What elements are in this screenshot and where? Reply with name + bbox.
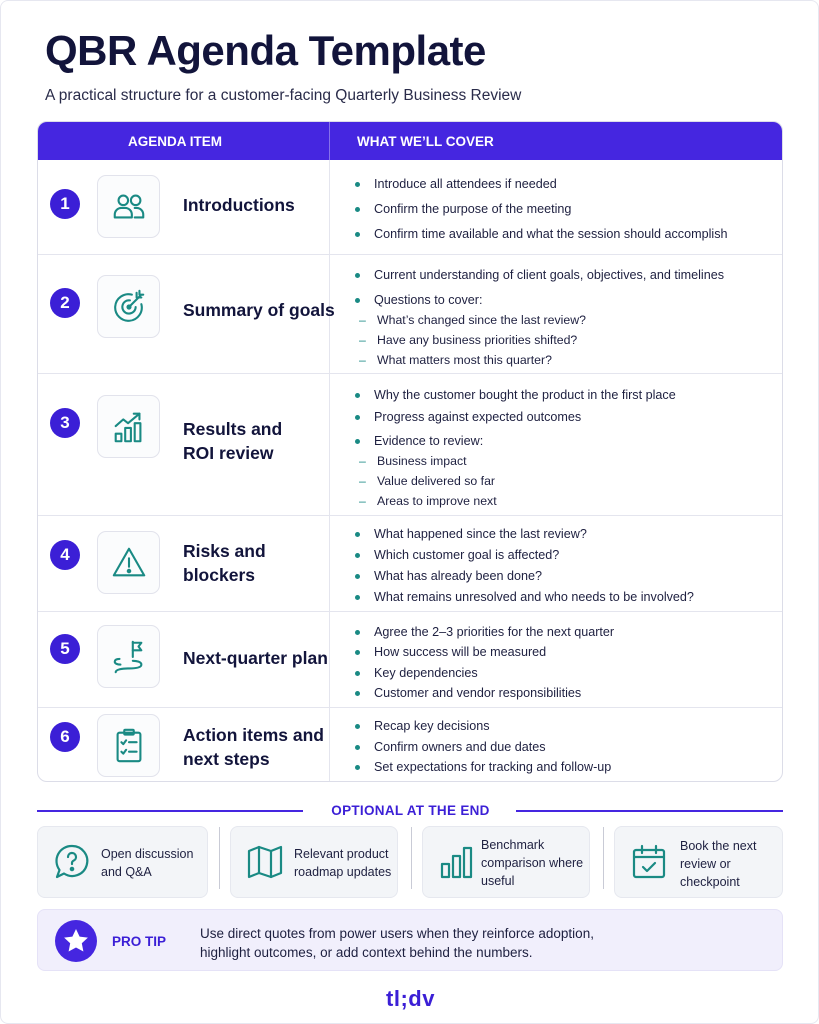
bullet-text: Why the customer bought the product in the first place xyxy=(374,388,676,402)
bullet-text: Which customer goal is affected? xyxy=(374,548,560,562)
bullet-text: Confirm the purpose of the meeting xyxy=(374,202,572,216)
bullet-dot xyxy=(355,650,360,655)
target-icon xyxy=(110,288,148,326)
label-line: Results and xyxy=(183,419,283,439)
card-line: Book the next xyxy=(680,839,757,853)
bullet-text: Current understanding of client goals, objectives, and timelines xyxy=(374,268,725,282)
bullet-dot xyxy=(355,532,360,537)
dash-mark: – xyxy=(359,353,366,367)
icon-box xyxy=(97,275,160,338)
bullet-dot xyxy=(355,439,360,444)
card-text xyxy=(101,845,193,881)
agenda-row-action-items xyxy=(38,707,783,782)
bullet-dot xyxy=(355,207,360,212)
dash-mark: – xyxy=(359,313,366,327)
bullet-text: Key dependencies xyxy=(374,666,478,680)
bullet-dot xyxy=(355,765,360,770)
card-line: checkpoint xyxy=(680,875,740,889)
step-number-badge: 5 xyxy=(50,634,80,664)
star-icon xyxy=(55,920,97,962)
pro-tip-label: PRO TIP xyxy=(112,934,167,949)
dash-mark: – xyxy=(359,333,366,347)
column-header-agenda-item: AGENDA ITEM xyxy=(128,134,222,149)
agenda-item-label xyxy=(183,723,324,771)
agenda-row-risks-blockers xyxy=(38,515,783,611)
bullet-dot xyxy=(355,298,360,303)
bullet-text: Evidence to review: xyxy=(374,434,484,448)
table-header xyxy=(38,122,783,160)
sub-bullet-text: Areas to improve next xyxy=(377,494,497,508)
label-line: next steps xyxy=(183,749,270,769)
map-icon xyxy=(245,842,285,882)
bullet-dot xyxy=(355,273,360,278)
pro-tip-line: highlight outcomes, or add context behind the numbers. xyxy=(200,945,533,960)
pro-tip-box xyxy=(37,909,783,971)
card-line: comparison where xyxy=(481,856,584,870)
dash-mark: – xyxy=(359,494,366,508)
card-line: Open discussion xyxy=(101,847,194,861)
sub-bullet-text: Have any business priorities shifted? xyxy=(377,333,578,347)
card-text xyxy=(294,845,391,881)
bullet-text: How success will be measured xyxy=(374,645,547,659)
sub-bullet-text: What’s changed since the last review? xyxy=(377,313,586,327)
divider-line-right xyxy=(516,810,783,812)
bullet-text: What remains unresolved and who needs to be involved? xyxy=(374,590,694,604)
step-number-badge: 6 xyxy=(50,722,80,752)
step-number-badge: 1 xyxy=(50,189,80,219)
agenda-row-summary-of-goals xyxy=(38,254,783,373)
agenda-table xyxy=(37,121,783,782)
bullet-dot xyxy=(355,595,360,600)
question-bubble-icon xyxy=(52,842,92,882)
bullet-text: Recap key decisions xyxy=(374,719,490,733)
agenda-row-results-roi xyxy=(38,373,783,515)
optional-card-benchmark xyxy=(422,826,590,898)
step-number-badge: 2 xyxy=(50,288,80,318)
card-line: Benchmark xyxy=(481,838,545,852)
page-subtitle: A practical structure for a customer-facing Quarterly Business Review xyxy=(45,87,522,104)
warning-icon xyxy=(110,544,148,582)
bullet-text: Customer and vendor responsibilities xyxy=(374,686,582,700)
agenda-row-next-quarter-plan xyxy=(38,611,783,707)
brand-logo: tl;dv xyxy=(386,986,435,1011)
bullet-text: Introduce all attendees if needed xyxy=(374,177,557,191)
card-text xyxy=(680,837,756,891)
bullet-dot xyxy=(355,691,360,696)
bullet-dot xyxy=(355,393,360,398)
card-divider xyxy=(219,827,220,889)
icon-box xyxy=(97,714,160,777)
flag-path-icon xyxy=(110,638,148,676)
sub-bullet-text: Business impact xyxy=(377,454,467,468)
bar-chart-icon xyxy=(437,842,477,882)
bullet-dot xyxy=(355,232,360,237)
card-divider xyxy=(603,827,604,889)
optional-card-roadmap xyxy=(230,826,398,898)
label-line: Summary of goals xyxy=(183,300,335,320)
bullet-text: Questions to cover: xyxy=(374,293,483,307)
pro-tip-text xyxy=(200,924,660,962)
card-divider xyxy=(411,827,412,889)
chart-growth-icon xyxy=(110,408,148,446)
optional-card-open-discussion xyxy=(37,826,208,898)
card-line: and Q&A xyxy=(101,865,152,879)
sub-bullet-text: Value delivered so far xyxy=(377,474,496,488)
icon-box xyxy=(97,395,160,458)
icon-box xyxy=(97,531,160,594)
bullet-text: What has already been done? xyxy=(374,569,543,583)
people-icon xyxy=(110,188,148,226)
card-line: roadmap updates xyxy=(294,865,392,879)
card-line: Relevant product xyxy=(294,847,389,861)
agenda-item-label xyxy=(183,417,282,465)
bullet-dot xyxy=(355,724,360,729)
label-line: Action items and xyxy=(183,725,324,745)
label-line: ROI review xyxy=(183,443,274,463)
bullet-dot xyxy=(355,671,360,676)
bullet-dot xyxy=(355,415,360,420)
sub-bullet-text: What matters most this quarter? xyxy=(377,353,552,367)
bullet-dot xyxy=(355,630,360,635)
bullet-dot xyxy=(355,574,360,579)
card-line: useful xyxy=(481,874,515,888)
page-title: QBR Agenda Template xyxy=(45,27,486,74)
step-number-badge: 4 xyxy=(50,540,80,570)
dash-mark: – xyxy=(359,454,366,468)
card-line: review or xyxy=(680,857,731,871)
card-text xyxy=(481,836,583,890)
agenda-row-introductions xyxy=(38,160,783,254)
step-number-badge: 3 xyxy=(50,408,80,438)
label-line: Next-quarter plan xyxy=(183,648,328,668)
bullet-dot xyxy=(355,553,360,558)
calendar-check-icon xyxy=(629,842,669,882)
agenda-item-label xyxy=(183,539,266,587)
bullet-text: Set expectations for tracking and follow-up xyxy=(374,760,612,774)
agenda-item-label xyxy=(183,646,328,670)
agenda-item-label xyxy=(183,298,335,322)
label-line: Risks and xyxy=(183,541,266,561)
bullet-text: Confirm time available and what the session should accomplish xyxy=(374,227,728,241)
icon-box xyxy=(97,175,160,238)
optional-card-book-next-review xyxy=(614,826,783,898)
label-line: blockers xyxy=(183,565,255,585)
bullet-dot xyxy=(355,182,360,187)
bullet-text: Progress against expected outcomes xyxy=(374,410,582,424)
column-header-what-we-cover: WHAT WE’LL COVER xyxy=(357,134,494,149)
bullet-text: Confirm owners and due dates xyxy=(374,740,546,754)
agenda-item-label xyxy=(183,193,295,217)
bullet-text: What happened since the last review? xyxy=(374,527,587,541)
optional-section-title: OPTIONAL AT THE END xyxy=(331,803,490,818)
label-line: Introductions xyxy=(183,195,295,215)
dash-mark: – xyxy=(359,474,366,488)
bullet-text: Agree the 2–3 priorities for the next quarter xyxy=(374,625,615,639)
pro-tip-line: Use direct quotes from power users when they reinforce adoption, xyxy=(200,926,594,941)
checklist-icon xyxy=(110,727,148,765)
header-divider xyxy=(329,122,330,160)
icon-box xyxy=(97,625,160,688)
bullet-dot xyxy=(355,745,360,750)
